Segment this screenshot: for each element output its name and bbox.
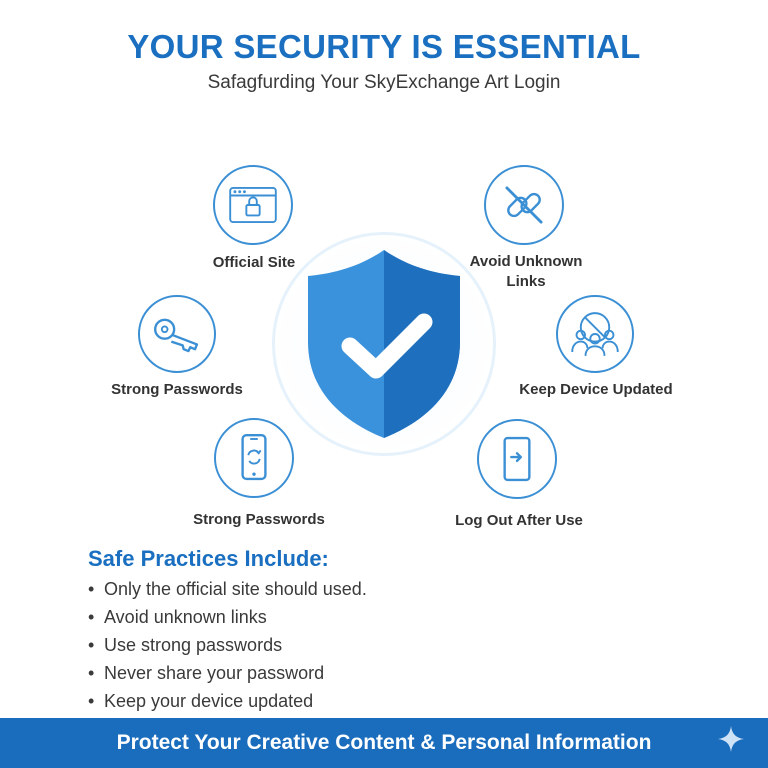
list-item: • Keep your device updated (88, 687, 367, 715)
tip-label-log-out: Log Out After Use (455, 512, 583, 529)
strong-passwords-tip (138, 295, 216, 373)
list-item: • Avoid unknown links (88, 603, 367, 631)
bullet-icon: • (88, 607, 95, 627)
tip-label-keep-device-updated: Keep Device Updated (519, 381, 673, 398)
tip-label-avoid-links: Avoid Unknown Links (469, 253, 583, 290)
sparkle-icon (716, 724, 746, 754)
list-item: • Use strong passwords (88, 631, 367, 659)
broken-link-icon (486, 167, 562, 243)
logout-door-icon (479, 421, 555, 497)
log-out-tip (477, 419, 557, 499)
tip-label-official-site: Official Site (212, 254, 296, 271)
keep-device-updated-tip (556, 295, 634, 373)
bullet-icon: • (88, 579, 95, 599)
practices-list (88, 575, 367, 715)
avoid-links-tip (484, 165, 564, 245)
footer-banner (0, 718, 768, 768)
page-subtitle: Safagfurding Your SkyExchange Art Login (207, 72, 561, 93)
tip-label-strong-passwords: Strong Passwords (111, 381, 243, 398)
shield-check-icon (300, 246, 468, 442)
browser-lock-icon (215, 167, 291, 243)
practices-heading: Safe Practices Include: (88, 546, 329, 571)
official-site-tip (213, 165, 293, 245)
bullet-icon: • (88, 663, 95, 683)
phone-refresh-icon (216, 420, 292, 496)
key-icon (140, 297, 214, 371)
page-title: YOUR SECURITY IS ESSENTIAL (127, 28, 641, 65)
list-item: • Only the official site should used. (88, 575, 367, 603)
list-item: • Never share your password (88, 659, 367, 687)
strong-passwords-phone-tip (214, 418, 294, 498)
tip-label-strong-passwords-2: Strong Passwords (193, 511, 325, 528)
banner-text: Protect Your Creative Content & Personal Information (116, 731, 652, 754)
bullet-icon: • (88, 691, 95, 711)
no-sharing-people-icon (558, 297, 632, 371)
bullet-icon: • (88, 635, 95, 655)
